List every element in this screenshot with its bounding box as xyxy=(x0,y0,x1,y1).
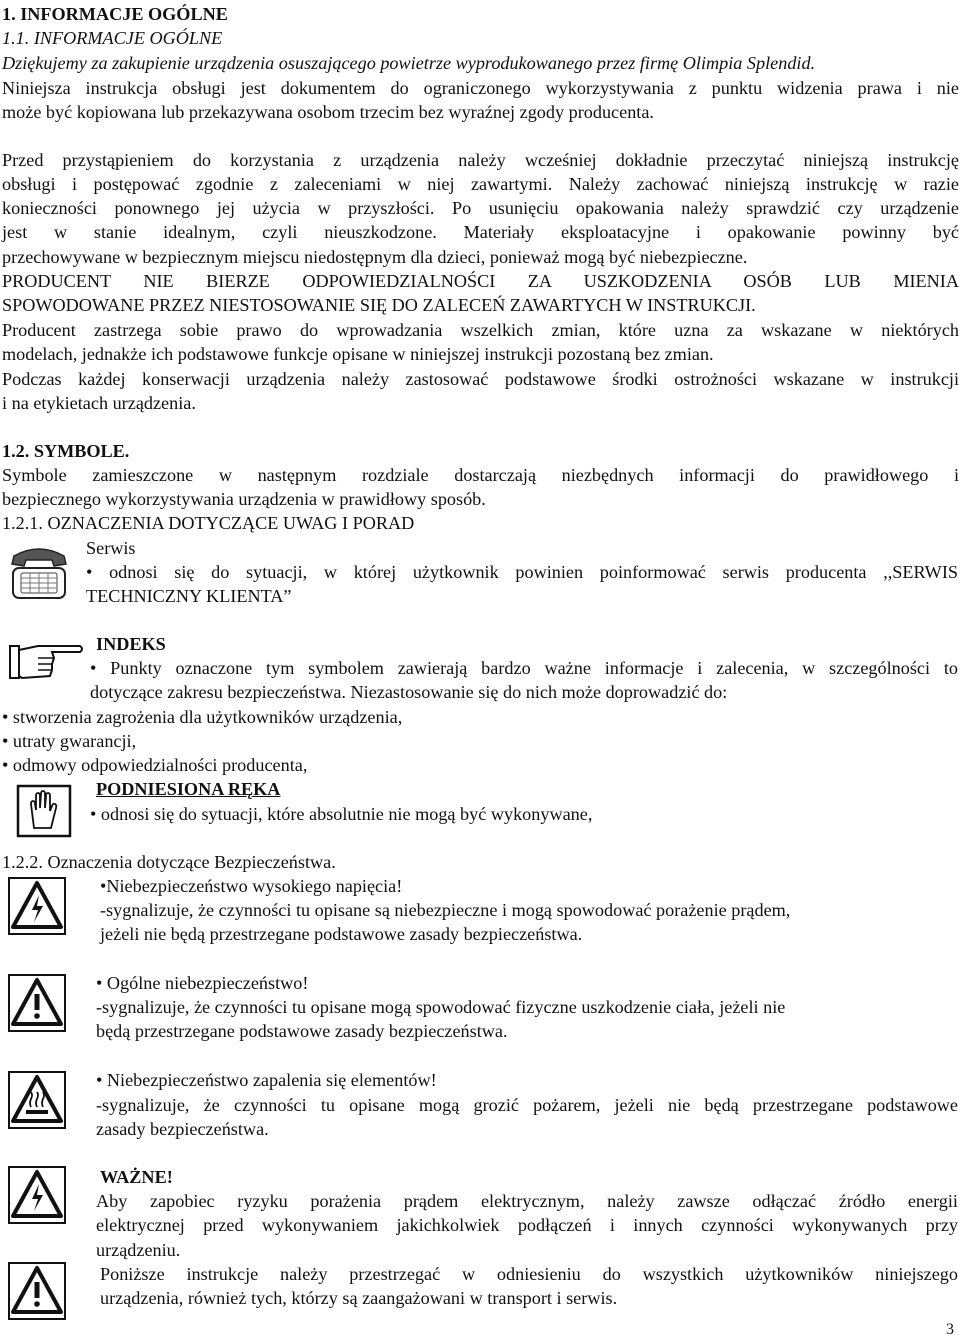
indeks-line-2: dotyczące zakresu bezpieczeństwa. Niezastosowanie się do nich może doprowadzić do: xyxy=(90,682,728,702)
page-number: 3 xyxy=(946,1321,954,1338)
intro-line-1: Dziękujemy za zakupienie urządzenia osuszającego powietrze wyprodukowanego przez firmę Olimpia Splendid. xyxy=(2,53,816,73)
para-line-11: i na etykietach urządzenia. xyxy=(2,393,196,413)
hot-surface-warning-icon xyxy=(8,1071,66,1134)
para-line-4: jest w stanie idealnym, czyli nieuszkodzone. Materiały eksploatacyjne i opakowanie powinny być xyxy=(2,222,959,242)
indeks-bullet-1: • stworzenia zagrożenia dla użytkowników urządzenia, xyxy=(2,707,403,727)
symbols-line-2: bezpiecznego wykorzystywania urządzenia w prawidłowy sposób. xyxy=(2,489,486,509)
indeks-bullet-3: • odmowy odpowiedzialności producenta, xyxy=(2,755,308,775)
wazne-extra-line-2: urządzenia, również tych, którzy są zaangażowani w transport i serwis. xyxy=(100,1288,618,1308)
para-line-8: Producent zastrzega sobie prawo do wprowadzania wszelkich zmian, które uzna za wskazane w niektórych xyxy=(2,320,959,340)
serwis-line-2: TECHNICZNY KLIENTA” xyxy=(86,586,292,606)
voltage-title: •Niebezpieczeństwo wysokiego napięcia! xyxy=(100,876,403,896)
indeks-bullet-2: • utraty gwarancji, xyxy=(2,731,137,751)
subsection-title: 1.1. INFORMACJE OGÓLNE xyxy=(2,28,223,48)
para-line-10: Podczas każdej konserwacji urządzenia należy zastosować podstawowe środki ostrożności wskazane w instrukcji xyxy=(2,369,959,389)
indeks-line-1: • Punkty oznaczone tym symbolem zawierają bardzo ważne informacje i zalecenia, w szczególności to xyxy=(90,658,958,678)
fire-title: • Niebezpieczeństwo zapalenia się elementów! xyxy=(96,1070,437,1090)
raised-hand-icon xyxy=(16,784,72,843)
wazne-line-3: urządzeniu. xyxy=(96,1240,181,1260)
symbols-line-1: Symbole zamieszczone w następnym rozdziale dostarczają niezbędnych informacji do prawidłowego i xyxy=(2,465,959,485)
general-danger-warning-icon xyxy=(8,974,66,1037)
wazne-extra-line-1: Poniższe instrukcje należy przestrzegać w odniesieniu do wszystkich użytkowników niniejszego xyxy=(100,1264,958,1284)
pointing-hand-icon xyxy=(8,640,84,689)
intro-line-3: może być kopiowana lub przekazywana osobom trzecim bez wyraźnej zgody producenta. xyxy=(2,102,654,122)
warning-triangle-icon xyxy=(8,1262,66,1325)
para-line-6: PRODUCENT NIE BIERZE ODPOWIEDZIALNOŚCI ZA USZKODZENIA OSÓB LUB MIENIA xyxy=(2,271,959,291)
voltage-line-2: jeżeli nie będą przestrzegane podstawowe zasady bezpieczeństwa. xyxy=(100,924,583,944)
high-voltage-warning-icon xyxy=(8,877,66,940)
safety-title: 1.2.2. Oznaczenia dotyczące Bezpieczeństwa. xyxy=(2,852,336,872)
para-line-5: przechowywane w bezpiecznym miejscu niedostępnym dla dzieci, ponieważ mogą być niebezpieczne. xyxy=(2,247,748,267)
serwis-label: Serwis xyxy=(86,538,136,558)
general-line-1: -sygnalizuje, że czynności tu opisane mogą spowodować fizyczne uszkodzenie ciała, jeżeli nie xyxy=(96,997,786,1017)
wazne-title: WAŻNE! xyxy=(100,1167,173,1187)
telephone-icon xyxy=(6,542,72,607)
serwis-line-1: • odnosi się do sytuacji, w której użytkownik powinien poinformować serwis producenta ,,SERWIS xyxy=(86,562,958,582)
reka-label: PODNIESIONA RĘKA xyxy=(96,779,281,799)
fire-line-2: zasady bezpieczeństwa. xyxy=(96,1119,269,1139)
fire-line-1: -sygnalizuje, że czynności tu opisane mogą grozić pożarem, jeżeli nie będą przestrzegane podstawowe xyxy=(96,1095,958,1115)
para-line-1: Przed przystąpieniem do korzystania z urządzenia należy wcześniej dokładnie przeczytać niniejszą instrukcję xyxy=(2,150,959,170)
indeks-label: INDEKS xyxy=(96,634,166,654)
electric-hazard-warning-icon xyxy=(8,1166,66,1229)
notes-title: 1.2.1. OZNACZENIA DOTYCZĄCE UWAG I PORAD xyxy=(2,513,415,533)
general-title: • Ogólne niebezpieczeństwo! xyxy=(96,973,309,993)
voltage-line-1: -sygnalizuje, że czynności tu opisane są niebezpieczne i mogą spowodować porażenie prądem, xyxy=(100,900,791,920)
para-line-7: SPOWODOWANE PRZEZ NIESTOSOWANIE SIĘ DO ZALECEŃ ZAWARTYCH W INSTRUKCJI. xyxy=(2,295,756,315)
wazne-line-2: elektrycznej przed wykonywaniem jakichkolwiek podłączeń i innych czynności wykonywanych przy xyxy=(96,1215,958,1235)
reka-line-1: • odnosi się do sytuacji, które absolutnie nie mogą być wykonywane, xyxy=(90,804,593,824)
para-line-9: modelach, jednakże ich podstawowe funkcje opisane w niniejszej instrukcji pozostaną bez zmian. xyxy=(2,344,714,364)
wazne-line-1: Aby zapobiec ryzyku porażenia prądem elektrycznym, należy zawsze odłączać źródło energii xyxy=(96,1191,958,1211)
para-line-3: konieczności ponownego jej użycia w przyszłości. Po usunięciu opakowania należy sprawdzić czy urządzenie xyxy=(2,198,959,218)
intro-line-2: Niniejsza instrukcja obsługi jest dokumentem do ograniczonego wykorzystywania z punktu widzenia prawa i nie xyxy=(2,78,959,98)
symbols-title: 1.2. SYMBOLE. xyxy=(2,441,130,461)
para-line-2: obsługi i postępować zgodnie z zaleceniami w niej zawartymi. Należy zachować niniejszą instrukcję w razie xyxy=(2,174,959,194)
section-title: 1. INFORMACJE OGÓLNE xyxy=(2,4,228,24)
general-line-2: będą przestrzegane podstawowe zasady bezpieczeństwa. xyxy=(96,1021,508,1041)
